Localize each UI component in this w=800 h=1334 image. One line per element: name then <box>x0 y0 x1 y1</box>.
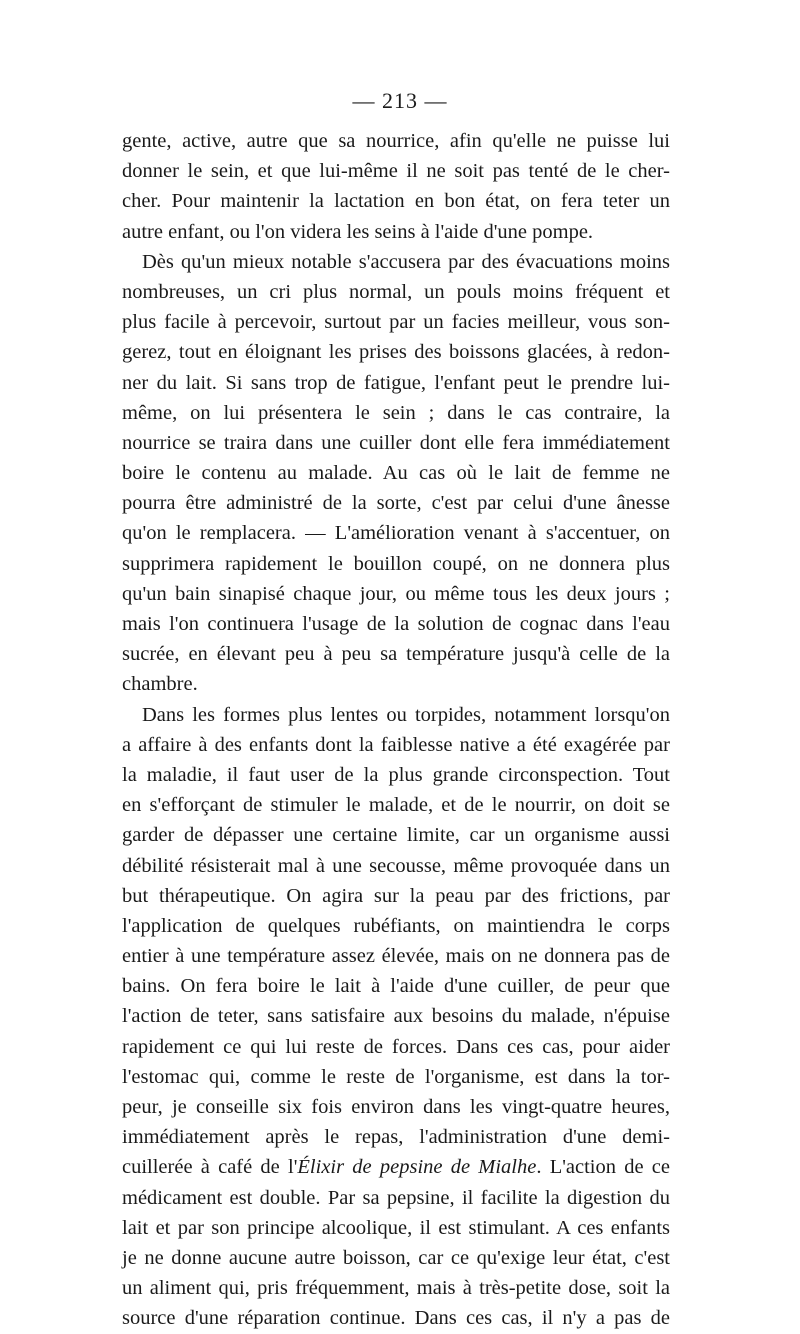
italic-title: Élixir de pepsine de Mialhe <box>297 1156 537 1179</box>
text-line-content: gerez, tout en éloignant les prises des boissons glacées, à redon- <box>122 341 670 364</box>
text-line <box>122 700 670 730</box>
text-line-content: qu'on le remplacera. — L'amélioration venant à s'accentuer, on <box>122 522 670 545</box>
text-line <box>122 1122 670 1152</box>
text-line-content: débilité résisterait mal à une secousse, même provoquée dans un <box>122 854 670 877</box>
text-line <box>122 790 670 820</box>
text-line <box>122 337 670 367</box>
text-line <box>122 126 670 156</box>
text-line <box>122 1001 670 1031</box>
text-line <box>122 428 670 458</box>
text-line-content: un aliment qui, pris fréquemment, mais à très-petite dose, soit la <box>122 1277 670 1300</box>
text-line-content: nombreuses, un cri plus normal, un pouls moins fréquent et <box>122 280 670 303</box>
text-line <box>122 1273 670 1303</box>
page-number: — 213 — <box>352 88 448 113</box>
body-text <box>122 126 670 1334</box>
text-line-content: immédiatement après le repas, l'administration d'une demi- <box>122 1126 670 1149</box>
text-line-content: Dans les formes plus lentes ou torpides, notamment lorsqu'on <box>142 703 670 726</box>
text-line-content: a affaire à des enfants dont la faiblesse native a été exagérée par <box>122 733 670 756</box>
text-line <box>122 488 670 518</box>
text-line-content: supprimera rapidement le bouillon coupé, on ne donnera plus <box>122 552 670 575</box>
text-line-content: but thérapeutique. On agira sur la peau par des frictions, par <box>122 884 670 907</box>
text-line-content: source d'une réparation continue. Dans ces cas, il n'y a pas de <box>122 1307 670 1330</box>
text-line-content: même, on lui présentera le sein ; dans le cas contraire, la <box>122 401 670 424</box>
text-line <box>122 1243 670 1273</box>
text-line-content: mais l'on continuera l'usage de la solution de cognac dans l'eau <box>122 613 670 635</box>
text-line-content: chambre. <box>122 673 198 696</box>
text-line <box>122 1183 670 1213</box>
text-line-content: l'application de quelques rubéfiants, on maintiendra le corps <box>122 914 670 937</box>
text-line <box>122 277 670 307</box>
text-line-content: autre enfant, ou l'on videra les seins à l'aide d'une pompe. <box>122 220 594 243</box>
text-line-content: ner du lait. Si sans trop de fatigue, l'enfant peut le prendre lui- <box>122 371 670 394</box>
text-line-content: Dès qu'un mieux notable s'accusera par des évacuations moins <box>142 250 670 273</box>
text-line <box>122 881 670 911</box>
text-line-content: gente, active, autre que sa nourrice, afin qu'elle ne puisse lui <box>122 130 670 152</box>
text-line <box>122 851 670 881</box>
text-line <box>122 760 670 790</box>
text-line-content: qu'un bain sinapisé chaque jour, ou même tous les deux jours ; <box>122 582 670 605</box>
text-line-content: l'estomac qui, comme le reste de l'organisme, est dans la tor- <box>122 1065 670 1088</box>
text-line <box>122 820 670 850</box>
text-line <box>122 941 670 971</box>
text-line-content: sucrée, en élevant peu à peu sa température jusqu'à celle de la <box>122 643 670 666</box>
text-line-content: boire le contenu au malade. Au cas où le lait de femme ne <box>122 462 670 485</box>
text-line <box>122 730 670 760</box>
text-line <box>122 398 670 428</box>
text-line <box>122 217 670 247</box>
text-line-content: rapidement ce qui lui reste de forces. Dans ces cas, pour aider <box>122 1035 670 1058</box>
text-line-content: garder de dépasser une certaine limite, car un organisme aussi <box>122 824 670 847</box>
text-line-content: l'action de teter, sans satisfaire aux besoins du malade, n'épuise <box>122 1005 670 1028</box>
text-line <box>122 368 670 398</box>
text-line-content: entier à une température assez élevée, mais on ne donnera pas de <box>122 945 670 968</box>
text-line-content: plus facile à percevoir, surtout par un facies meilleur, vous son- <box>122 311 670 334</box>
text-line <box>122 1032 670 1062</box>
text-line-content: donner le sein, et que lui-même il ne soit pas tenté de le cher- <box>122 160 670 183</box>
text-line-content: médicament est double. Par sa pepsine, il facilite la digestion du <box>122 1186 670 1209</box>
text-line <box>122 549 670 579</box>
text-line-content: lait et par son principe alcoolique, il est stimulant. A ces enfants <box>122 1216 670 1239</box>
text-line <box>122 1152 670 1182</box>
text-line <box>122 156 670 186</box>
text-line <box>122 579 670 609</box>
text-line-continuation: . L'action de ce <box>536 1156 670 1179</box>
text-line-content: je ne donne aucune autre boisson, car ce qu'exige leur état, c'est <box>122 1246 670 1269</box>
text-line <box>122 971 670 1001</box>
text-line <box>122 639 670 669</box>
text-line <box>122 1062 670 1092</box>
text-line-content: nourrice se traira dans une cuiller dont elle fera immédiatement <box>122 431 670 454</box>
text-line <box>122 186 670 216</box>
text-line <box>122 1303 670 1333</box>
text-line <box>122 911 670 941</box>
text-line-content: pourra être administré de la sorte, c'est par celui d'une ânesse <box>122 492 670 515</box>
text-line <box>122 669 670 699</box>
text-line <box>122 458 670 488</box>
text-line <box>122 609 670 639</box>
text-line <box>122 1213 670 1243</box>
text-line <box>122 247 670 277</box>
text-line <box>122 307 670 337</box>
text-line-content: en s'efforçant de stimuler le malade, et de le nourrir, on doit se <box>122 794 670 817</box>
text-line-content: la maladie, il faut user de la plus grande circonspection. Tout <box>122 763 670 786</box>
text-line <box>122 1092 670 1122</box>
text-line-content: bains. On fera boire le lait à l'aide d'une cuiller, de peur que <box>122 975 670 998</box>
text-line <box>122 518 670 548</box>
text-line-content: peur, je conseille six fois environ dans les vingt-quatre heures, <box>122 1096 670 1118</box>
text-line-content: cher. Pour maintenir la lactation en bon état, on fera teter un <box>122 190 670 213</box>
text-line-content: cuillerée à café de l' <box>122 1156 298 1179</box>
